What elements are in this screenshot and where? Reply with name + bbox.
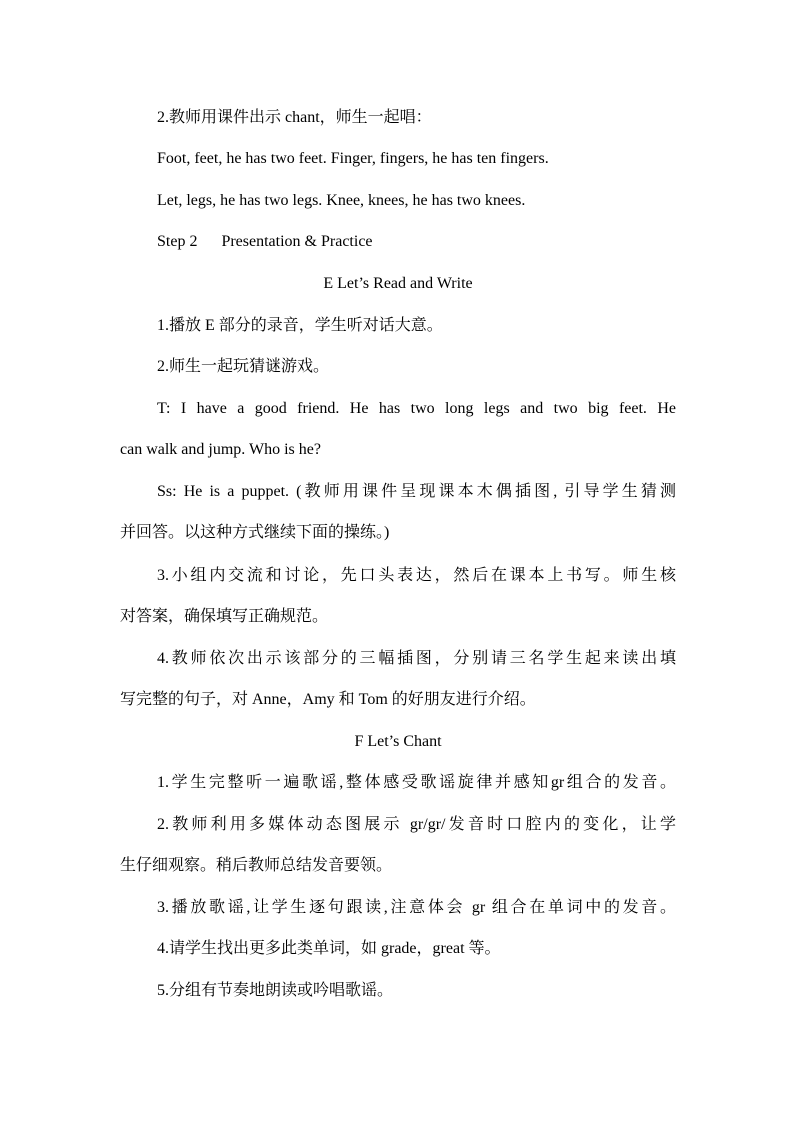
chant-line-2: Let, legs, he has two legs. Knee, knees, he has two knees. (157, 192, 526, 209)
paragraph-e-4-line-1: Ss: He is a puppet. (教师用课件呈现课本木偶插图, 引导学生猜测 (157, 483, 676, 500)
paragraph-e-3-line-1: T: I have a good friend. He has two long legs and two big feet. He (157, 400, 676, 417)
paragraph-e-2: 2.师生一起玩猜谜游戏。 (157, 358, 330, 375)
chant-line-1: Foot, feet, he has two feet. Finger, fingers, he has ten fingers. (157, 150, 549, 167)
paragraph-f-3: 3.播放歌谣,让学生逐句跟读,注意体会 gr 组合在单词中的发音。 (157, 899, 676, 916)
step-label: Step 2 (157, 233, 198, 250)
paragraph-chant-intro: 2.教师用课件出示 chant，师生一起唱： (157, 109, 432, 126)
section-heading-f: F Let’s Chant (354, 733, 442, 750)
paragraph-f-4: 4.请学生找出更多此类单词，如 grade，great 等。 (157, 940, 501, 957)
paragraph-e-1: 1.播放 E 部分的录音，学生听对话大意。 (157, 317, 443, 334)
section-heading-e: E Let’s Read and Write (323, 275, 473, 292)
paragraph-f-5: 5.分组有节奏地朗读或吟唱歌谣。 (157, 982, 394, 999)
paragraph-e-5-line-2: 对答案，确保填写正确规范。 (120, 608, 329, 625)
paragraph-e-4-line-2: 并回答。以这种方式继续下面的操练。) (120, 524, 390, 541)
paragraph-f-2-line-2: 生仔细观察。稍后教师总结发音要领。 (120, 857, 393, 874)
step-heading (120, 232, 676, 252)
paragraph-e-5-line-1: 3.小组内交流和讨论，先口头表达，然后在课本上书写。师生核 (157, 567, 676, 584)
step-title: Presentation & Practice (221, 233, 373, 250)
paragraph-e-6-line-2: 写完整的句子，对 Anne，Amy 和 Tom 的好朋友进行介绍。 (120, 691, 536, 708)
paragraph-f-2-line-1: 2.教师利用多媒体动态图展示 gr/gr/发音时口腔内的变化，让学 (157, 816, 676, 833)
paragraph-e-3-line-2: can walk and jump. Who is he? (120, 441, 321, 458)
paragraph-f-1: 1.学生完整听一遍歌谣,整体感受歌谣旋律并感知gr组合的发音。 (157, 774, 676, 791)
paragraph-e-6-line-1: 4.教师依次出示该部分的三幅插图，分别请三名学生起来读出填 (157, 650, 676, 667)
